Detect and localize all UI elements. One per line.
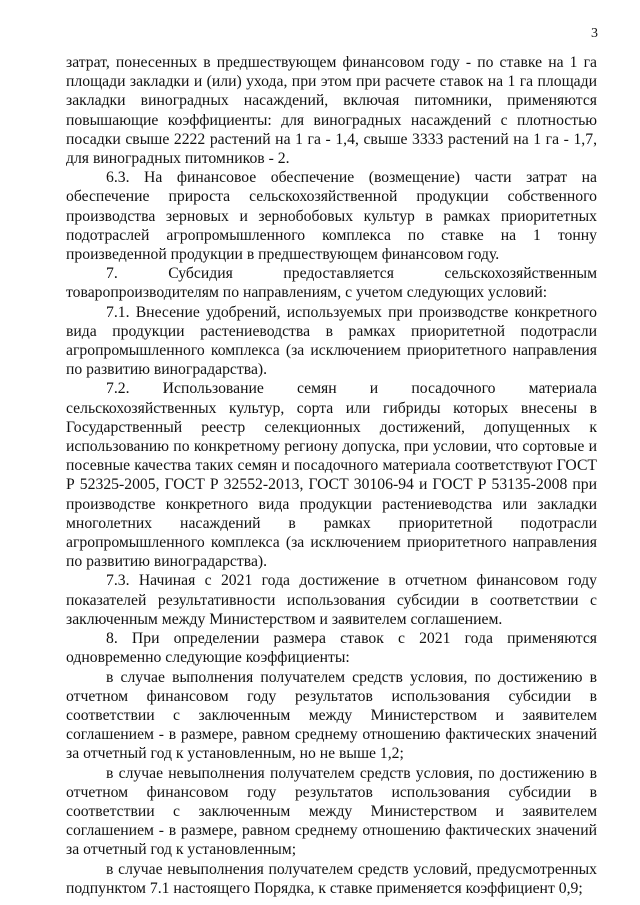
paragraph-6-3: 6.3. На финансовое обеспечение (возмещение) части затрат на обеспечение прироста сельскохозяйственной продукции собственного производства зерновых и зернобобовых культур в рамках приоритетных подотраслей агропромышленного комплекса по ставке на 1 тонну произведенной продукции в предшествующем финансовом году. [66, 169, 597, 264]
paragraph-7-1: 7.1. Внесение удобрений, используемых при производстве конкретного вида продукции растениеводства в рамках приоритетной подотрасли агропромышленного комплекса (за исключением приоритетного направления по развитию виноградарства). [66, 303, 597, 379]
page-number: 3 [591, 26, 598, 41]
document-body [66, 53, 597, 898]
paragraph-7: 7. Субсидия предоставляется сельскохозяйственным товаропроизводителям по направлениям, с учетом следующих условий: [66, 265, 597, 302]
paragraph-8-case-fulfilled: в случае выполнения получателем средств условия, по достижению в отчетном финансовом году результатов использования субсидии в соответствии с заключенным между Министерством и заявителем соглашением - в размере, равном среднему отношению фактических значений за отчетный год к установленным, но не выше 1,2; [66, 668, 597, 763]
paragraph-7-3: 7.3. Начиная с 2021 года достижение в отчетном финансовом году показателей результативности использования субсидии в соответствии с заключенным между Министерством и заявителем соглашением. [66, 572, 597, 628]
paragraph-7-2: 7.2. Использование семян и посадочного материала сельскохозяйственных культур, сорта или гибриды которых внесены в Государственный реестр селекционных достижений, допущенных к использованию по конкретному региону допуска, при условии, что сортовые и посевные качества таких семян и посадочного материала соответствуют ГОСТ Р 52325-2005, ГОСТ Р 32552-2013, ГОСТ 30106-94 и ГОСТ Р 53135-2008 при производстве конкретного вида продукции растениеводства или закладки многолетних насаждений в рамках приоритетной подотрасли агропромышленного комплекса (за исключением приоритетного направления по развитию виноградарства). [66, 380, 597, 571]
paragraph-8-case-7-1: в случае невыполнения получателем средств условий, предусмотренных подпунктом 7.1 настоящего Порядка, к ставке применяется коэффициент 0,9; [66, 860, 597, 897]
paragraph-8: 8. При определении размера ставок с 2021 года применяются одновременно следующие коэффициенты: [66, 630, 597, 667]
paragraph-8-case-not-fulfilled: в случае невыполнения получателем средств условия, по достижению в отчетном финансовом году результатов использования субсидии в соответствии с заключенным между Министерством и заявителем соглашением - в размере, равном среднему отношению фактических значений за отчетный год к установленным; [66, 764, 597, 859]
paragraph-continuation: затрат, понесенных в предшествующем финансовом году - по ставке на 1 га площади закладки и (или) ухода, при этом при расчете ставок на 1 га площади закладки виноградных насаждений, включая питомники, применяются повышающие коэффициенты: для виноградных насаждений с плотностью посадки свыше 2222 растений на 1 га - 1,4, свыше 3333 растений на 1 га - 1,7, для виноградных питомников - 2. [66, 54, 597, 168]
